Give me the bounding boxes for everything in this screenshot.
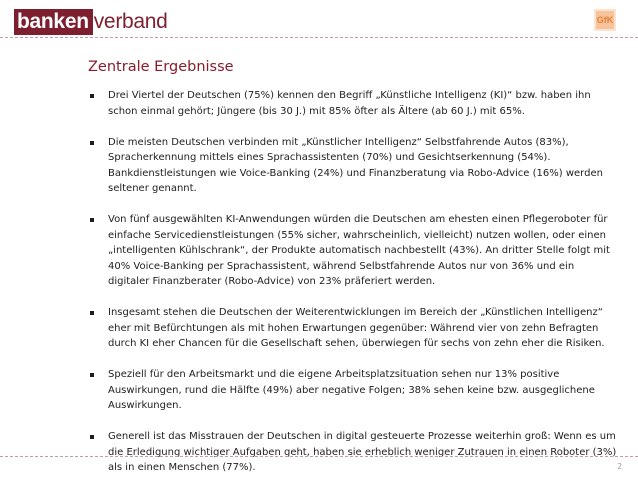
square-bullet-icon bbox=[90, 373, 94, 377]
header-divider bbox=[0, 37, 638, 38]
square-bullet-icon bbox=[90, 141, 94, 145]
logo-box-text: banken bbox=[14, 9, 93, 35]
list-item bbox=[88, 88, 618, 119]
list-item bbox=[88, 212, 618, 290]
list-item bbox=[88, 305, 618, 352]
square-bullet-icon bbox=[90, 218, 94, 222]
logo-text: verband bbox=[93, 10, 168, 33]
gfk-logo-text: GfK bbox=[596, 15, 614, 25]
square-bullet-icon bbox=[90, 94, 94, 98]
square-bullet-icon bbox=[90, 311, 94, 315]
results-list bbox=[88, 88, 618, 491]
list-item-text: Speziell für den Arbeitsmarkt und die eigene Arbeitsplatzsituation sehen nur 13% positive Auswirkungen, rund die Hälfte (49%) aber negative Folgen; 38% sehen keine bzw. ausgeglichene Auswirkungen. bbox=[108, 369, 595, 411]
list-item-text: Insgesamt stehen die Deutschen der Weiterentwicklungen im Bereich der „Künstlichen Intelligenz“ eher mit Befürchtungen als mit hohen Erwartungen gegenüber: Während vier von zehn Befragten durch KI eher Chancen für die Gesellschaft sehen, überwiegen für sechs von zehn eher die Risiken. bbox=[108, 307, 605, 349]
gfk-logo bbox=[594, 9, 616, 31]
page-title: Zentrale Ergebnisse bbox=[88, 59, 234, 75]
list-item-text: Die meisten Deutschen verbinden mit „Künstlicher Intelligenz“ Selbstfahrende Autos (83%), Spracherkennung mittels eines Sprachassistenten (70%) und Gesichtserkennung (54%). Bankdienstleistungen wie Voice-Banking (24%) und Finanzberatung via Robo-Advice (16%) werden seltener genannt. bbox=[108, 136, 603, 194]
square-bullet-icon bbox=[90, 435, 94, 439]
bankenverband-logo bbox=[14, 9, 168, 35]
list-item bbox=[88, 429, 618, 476]
footer-divider bbox=[0, 456, 638, 457]
list-item bbox=[88, 135, 618, 197]
list-item-text: Von fünf ausgewählten KI-Anwendungen würden die Deutschen am ehesten einen Pflegeroboter für einfache Servicedienstleistungen (55% sicher, wahrscheinlich, vielleicht) nutzen wollen, oder einen „intelligenten Kühlschrank“, der Produkte automatisch nachbestellt (43%). An dritter Stelle folgt mit 40% Voice-Banking per Sprachassistent, während Selbstfahrende Autos nur von 36% und ein digitaler Finanzberater (Robo-Advice) von 23% präferiert werden. bbox=[108, 214, 610, 287]
page-number: 2 bbox=[617, 462, 622, 471]
list-item bbox=[88, 367, 618, 414]
list-item-text: Generell ist das Misstrauen der Deutschen in digital gesteuerte Prozesse weiterhin groß: Wenn es um die Erledigung wichtiger Aufgaben geht, haben sie erheblich weniger Zutrauen in einen Roboter (3%) als in einen Menschen (77%). bbox=[108, 431, 617, 473]
list-item-text: Drei Viertel der Deutschen (75%) kennen den Begriff „Künstliche Intelligenz (KI)“ bzw. haben ihn schon einmal gehört; Jüngere (bis 30 J.) mit 85% öfter als Ältere (ab 60 J.) mit 65%. bbox=[108, 90, 591, 117]
